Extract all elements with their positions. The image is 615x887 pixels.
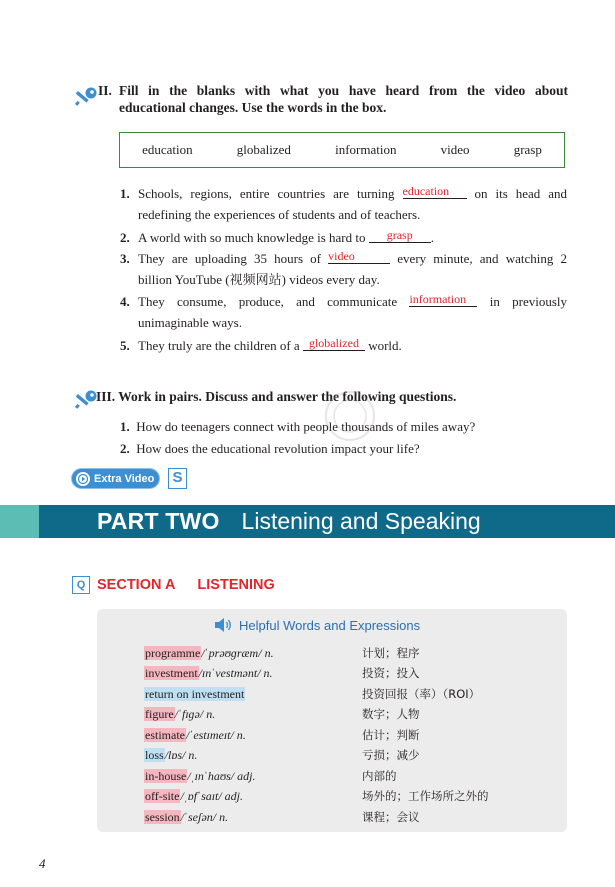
- phonetic: /ˌɒfˈsaɪt/: [180, 789, 222, 803]
- vocab-word: return on investment: [145, 687, 245, 701]
- helpful-words-title: Helpful Words and Expressions: [213, 617, 420, 633]
- speaker-icon: [213, 617, 233, 633]
- word-box-item: globalized: [236, 142, 291, 157]
- section-3-heading: [96, 388, 456, 405]
- vocab-entry: figure/ˈfɪɡə/ n.: [145, 707, 216, 721]
- extra-video-button[interactable]: [71, 468, 160, 489]
- phonetic: /ɪnˈvestmənt/: [198, 666, 261, 680]
- section-a-heading: [72, 576, 275, 594]
- phonetic: /ˈseʃən/: [180, 810, 217, 824]
- phonetic: /ˈprəʊɡræm/: [201, 646, 262, 660]
- q-badge: Q: [72, 576, 90, 594]
- part-subtitle: Listening and Speaking: [241, 508, 481, 534]
- answer-blank[interactable]: video: [328, 249, 390, 264]
- part-title: PART TWO: [97, 508, 220, 534]
- phonetic: /ˌɪnˈhaʊs/: [187, 769, 235, 783]
- key-icon: [72, 86, 98, 108]
- item-line-1: They are uploading 35 hours of video every minute, and watching 2: [138, 249, 567, 266]
- instruction-line-1: Fill in the blanks with what you have heard from the video about: [119, 83, 568, 98]
- vocab-translation: 数字；人物: [362, 707, 420, 721]
- phonetic: /lɒs/: [164, 748, 186, 762]
- vocab-entry: [144, 686, 245, 703]
- section-label: SECTION A: [97, 577, 176, 593]
- vocab-translation: 投资；投入: [362, 666, 420, 680]
- vocab-word: loss: [145, 748, 164, 762]
- item-line-1: They consume, produce, and communicate information in previously: [138, 292, 568, 309]
- vocab-entry: session/ˈseʃən/ n.: [145, 810, 229, 824]
- vocab-entry: loss/lɒs/ n.: [145, 748, 198, 762]
- question-item: 1. How do teenagers connect with people thousands of miles away?: [120, 419, 476, 434]
- vocab-entry: estimate/ˈestɪmeɪt/ n.: [145, 728, 246, 742]
- item-number: 4.: [120, 294, 130, 309]
- fill-item: [120, 291, 567, 333]
- word-box-item: information: [335, 142, 397, 157]
- s-badge[interactable]: S: [168, 468, 187, 489]
- fill-item: [120, 227, 567, 248]
- phonetic: /ˈestɪmeɪt/: [185, 728, 234, 742]
- item-number: 1.: [120, 186, 130, 201]
- vocab-translation: 课程；会议: [362, 810, 420, 824]
- item-number: 5.: [120, 338, 130, 353]
- part-banner-accent: [0, 505, 39, 538]
- vocab-word: programme: [145, 646, 201, 660]
- vocab-entry: off-site/ˌɒfˈsaɪt/ adj.: [145, 789, 244, 803]
- section-number: II.: [98, 83, 112, 98]
- vocab-word: off-site: [145, 789, 180, 803]
- section-number: III.: [96, 389, 116, 404]
- vocab-word: figure: [145, 707, 174, 721]
- word-box-item: grasp: [513, 142, 542, 157]
- play-icon: [76, 472, 90, 486]
- watermark-seal: [322, 388, 378, 444]
- key-icon: [72, 389, 98, 411]
- vocab-translation: 内部的: [362, 769, 397, 783]
- answer-blank[interactable]: education: [403, 184, 467, 199]
- fill-item: [120, 183, 567, 225]
- item-line-2: billion YouTube (视频网站) videos every day.: [138, 272, 380, 287]
- vocab-translation: 投资回报（率）（ROI）: [362, 687, 481, 701]
- instruction-line-2: educational changes. Use the words in the box.: [119, 100, 387, 115]
- word-box-item: education: [142, 142, 193, 157]
- vocab-translation: 估计；判断: [362, 728, 420, 742]
- vocab-translation: 计划；程序: [362, 646, 420, 660]
- part-two-banner: [39, 505, 615, 538]
- vocab-entry: in-house/ˌɪnˈhaʊs/ adj.: [145, 769, 256, 783]
- question-item: 2. How does the educational revolution impact your life?: [120, 441, 420, 456]
- page-number: 4: [39, 856, 46, 871]
- fill-item: [120, 335, 567, 356]
- item-line-1: They truly are the children of a globalized world.: [138, 336, 402, 353]
- instruction: Work in pairs. Discuss and answer the following questions.: [118, 389, 457, 404]
- item-line-2: unimaginable ways.: [138, 315, 242, 330]
- section-title: LISTENING: [197, 577, 275, 593]
- item-line-1: Schools, regions, entire countries are turning education on its head and: [138, 184, 568, 201]
- item-number: 3.: [120, 251, 130, 266]
- item-line-2: redefining the experiences of students and of teachers.: [138, 207, 421, 222]
- vocab-entry: programme/ˈprəʊɡræm/ n.: [145, 646, 274, 660]
- item-line-1: A world with so much knowledge is hard to grasp .: [138, 228, 434, 245]
- vocab-word: investment: [145, 666, 198, 680]
- vocab-word: session: [145, 810, 180, 824]
- vocab-translation: 亏损；减少: [362, 748, 420, 762]
- vocab-entry: investment/ɪnˈvestmənt/ n.: [145, 666, 273, 680]
- vocab-translation: 场外的；工作场所之外的: [362, 789, 489, 803]
- answer-blank[interactable]: information: [409, 292, 477, 307]
- answer-blank[interactable]: grasp: [369, 228, 431, 243]
- vocab-word: estimate: [145, 728, 185, 742]
- word-box-item: video: [440, 142, 470, 157]
- item-number: 2.: [120, 230, 130, 245]
- phonetic: /ˈfɪɡə/: [174, 707, 204, 721]
- answer-blank[interactable]: globalized: [303, 336, 365, 351]
- vocab-word: in-house: [145, 769, 187, 783]
- extra-video-label: Extra Video: [94, 472, 155, 485]
- fill-item: [120, 248, 567, 290]
- word-box: [119, 132, 565, 168]
